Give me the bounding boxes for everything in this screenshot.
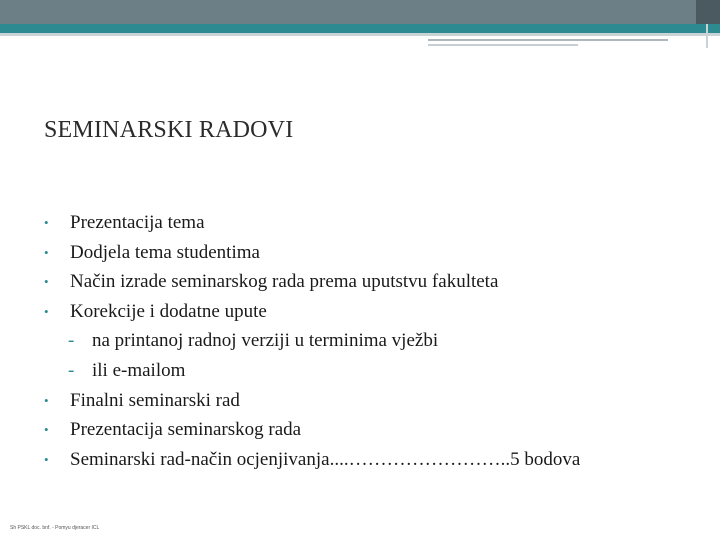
- list-item: [44, 445, 704, 475]
- list-item-text: Način izrade seminarskog rada prema uputstvu fakulteta: [70, 271, 499, 293]
- bullet-marker: •: [44, 215, 49, 230]
- list-item-text: Dodjela tema studentima: [70, 241, 260, 263]
- slide-footer: Sh PSKL doc. bnf. - Pomyu djeracer ICL: [10, 525, 100, 531]
- bullet-marker: •: [44, 451, 49, 467]
- slide-title: SEMINARSKI RADOVI: [44, 117, 294, 143]
- list-item: [44, 208, 704, 238]
- header-teal-stripe: [0, 24, 720, 33]
- edge-divider: [706, 24, 708, 48]
- accent-line-short: [428, 44, 578, 46]
- header-light-stripe: [0, 33, 720, 36]
- list-item: [44, 297, 704, 327]
- bullet-marker: •: [44, 303, 49, 319]
- sub-list-item: [44, 326, 704, 356]
- list-item-text: Korekcije i dodatne upute: [70, 300, 267, 322]
- list-item-text: Prezentacija tema: [70, 212, 205, 233]
- header-band: [0, 0, 696, 24]
- list-item-text: Finalni seminarski rad: [70, 389, 240, 411]
- sub-list-item-text: na printanoj radnoj verziji u terminima vježbi: [92, 330, 439, 352]
- dash-marker: -: [68, 330, 75, 352]
- dash-marker: -: [68, 359, 75, 381]
- list-item-text: Prezentacija seminarskog rada: [70, 419, 302, 441]
- list-item: [44, 386, 704, 416]
- bullet-marker: •: [44, 392, 49, 408]
- bullet-marker: •: [44, 422, 49, 438]
- bullet-marker: •: [44, 244, 49, 260]
- sub-list-item: [44, 356, 704, 386]
- list-item: [44, 238, 704, 268]
- accent-line: [428, 39, 668, 41]
- sub-list-item-text: ili e-mailom: [92, 359, 186, 381]
- list-item: [44, 267, 704, 297]
- list-item-text: Seminarski rad-način ocjenjivanja....……………………..5 bodova: [70, 448, 581, 470]
- list-item: [44, 415, 704, 445]
- bullet-marker: •: [44, 274, 49, 290]
- bullet-list: [44, 208, 704, 474]
- header-corner-block: [696, 0, 720, 24]
